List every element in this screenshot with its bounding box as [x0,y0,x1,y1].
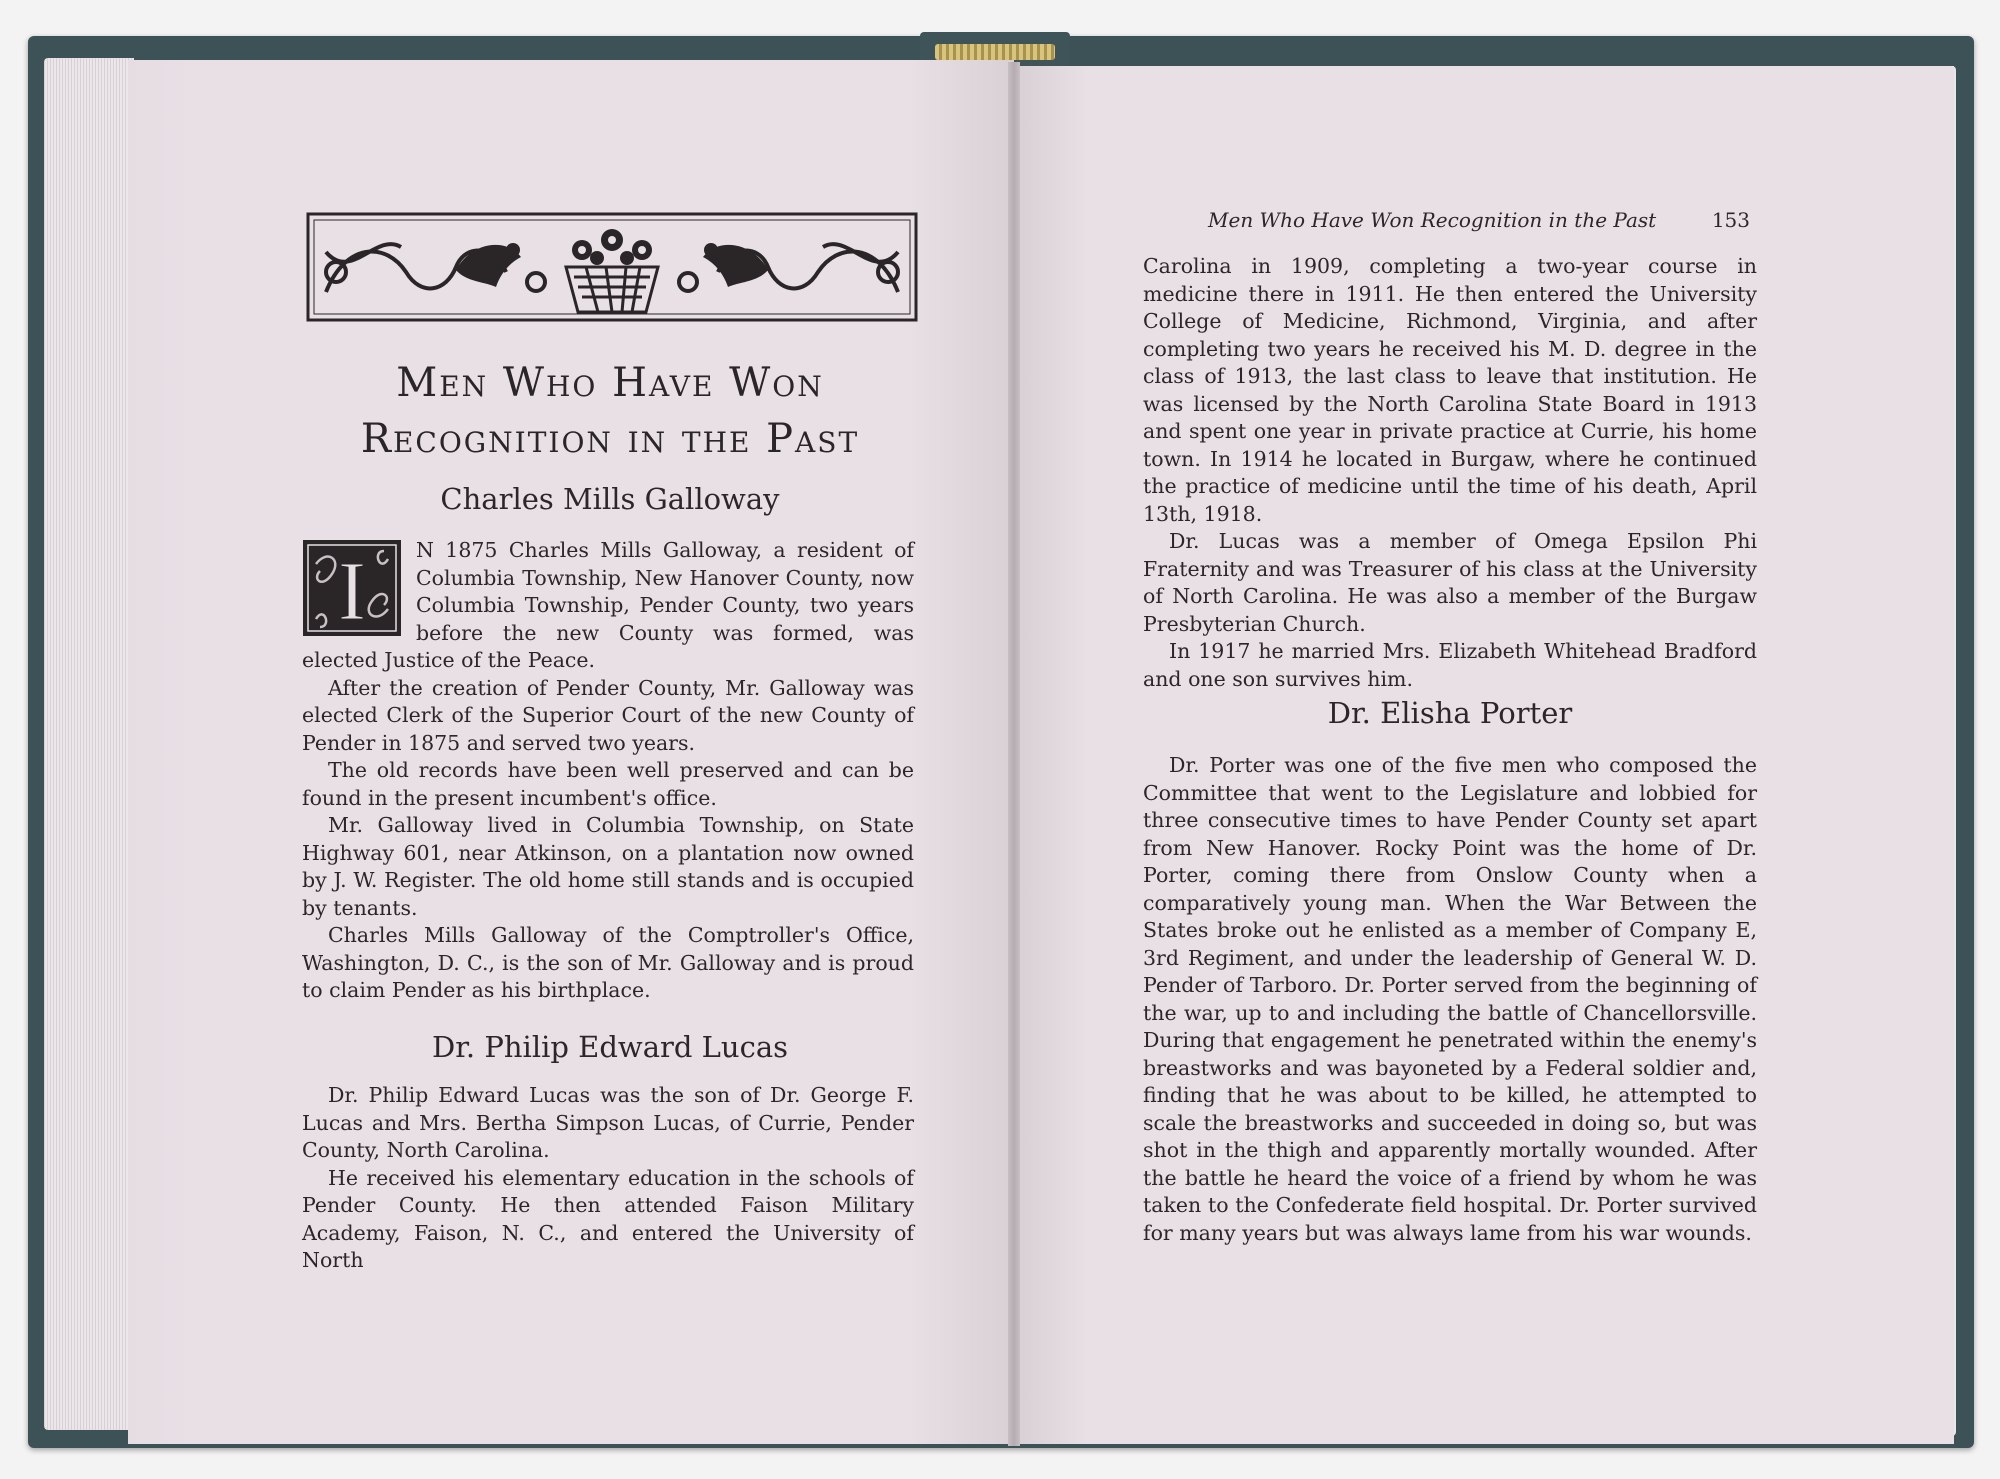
running-head-title: Men Who Have Won Recognition in the Past [1208,208,1657,232]
section-heading-galloway: Charles Mills Galloway [440,482,780,516]
section-heading-lucas: Dr. Philip Edward Lucas [431,1030,788,1064]
section-body-porter [1143,752,1757,1247]
paragraph: Dr. Lucas was a member of Omega Epsilon Phi Fraternity and was Treasurer of his class at the University of North Carolina. He was also a member of the Burgaw Presbyterian Church. [1143,529,1757,636]
page-number: 153 [1711,208,1750,232]
paragraph: Carolina in 1909, completing a two-year course in medicine there in 1911. He then entered the University College of Medicine, Richmond, Virginia, and after completing two years he received his M. D. degree in the class of 1913, the last class to leave that institution. He was licensed by the North Carolina State Board in 1913 and spent one year in private practice at Currie, his home town. In 1914 he located in Burgaw, where he continued the practice of medicine until the time of his death, April 13th, 1918. [1143,254,1757,526]
paragraph: In 1917 he married Mrs. Elizabeth Whitehead Bradford and one son survives him. [1143,639,1757,691]
decorative-ornament-banner [306,212,918,322]
book-gutter [1008,62,1020,1446]
page-edges-left [44,58,134,1430]
paragraph: After the creation of Pender County, Mr. Galloway was elected Clerk of the Superior Court of the new County of Pender in 1875 and served two years. [302,675,914,755]
paragraph: Mr. Galloway lived in Columbia Township, on State Highway 601, near Atkinson, on a plantation now owned by J. W. Register. The old home still stands and is occupied by tenants. [302,813,914,920]
paragraph-text: N 1875 Charles Mills Galloway, a resident of Columbia Township, New Hanover County, now Columbia Township, Pender County, two years before the new County was formed, was elected Justice of the Peace. [302,538,914,672]
chapter-title-line1: Men Who Have Won [396,360,824,406]
drop-cap-initial [302,539,402,637]
paragraph: He received his elementary education in the schools of Pender County. He then attended Faison Military Academy, Faison, N. C., and entered the University of North [302,1165,914,1272]
chapter-title [300,355,920,467]
headband [935,44,1055,60]
paragraph: The old records have been well preserved and can be found in the present incumbent's office. [302,758,914,810]
section-heading-porter: Dr. Elisha Porter [1327,696,1573,730]
section-body-lucas [302,1082,914,1275]
paragraph: Dr. Porter was one of the five men who composed the Committee that went to the Legislature and lobbied for three consecutive times to have Pender County set apart from New Hanover. Rocky Point was the home of Dr. Porter, coming there from Onslow County when a comparatively young man. When the War Between the States broke out he enlisted as a member of Company E, 3rd Regiment, and under the leadership of General W. D. Pender of Tarboro. Dr. Porter served from the beginning of the war, up to and including the battle of Chancellorsville. During that engagement he penetrated within the enemy's breastworks and was bayoneted by a Federal soldier and, finding that he was about to be killed, he attempted to scale the breastworks and succeeded in doing so, but was shot in the thigh and apparently mortally wounded. After the battle he heard the voice of a friend by whom he was taken to the Confederate field hospital. Dr. Porter survived for many years but was always lame from his war wounds. [1143,753,1757,1245]
paragraph [302,537,914,675]
paragraph: Charles Mills Galloway of the Comptroller's Office, Washington, D. C., is the son of Mr. Galloway and is proud to claim Pender as his birthplace. [302,923,914,1002]
paragraph: Dr. Philip Edward Lucas was the son of Dr. George F. Lucas and Mrs. Bertha Simpson Lucas, of Currie, Pender County, North Carolina. [302,1083,914,1162]
chapter-title-line2: Recognition in the Past [360,416,860,462]
drop-cap-letter: I [338,545,366,637]
section-body-galloway [302,537,914,1005]
continued-body-lucas [1143,253,1757,693]
